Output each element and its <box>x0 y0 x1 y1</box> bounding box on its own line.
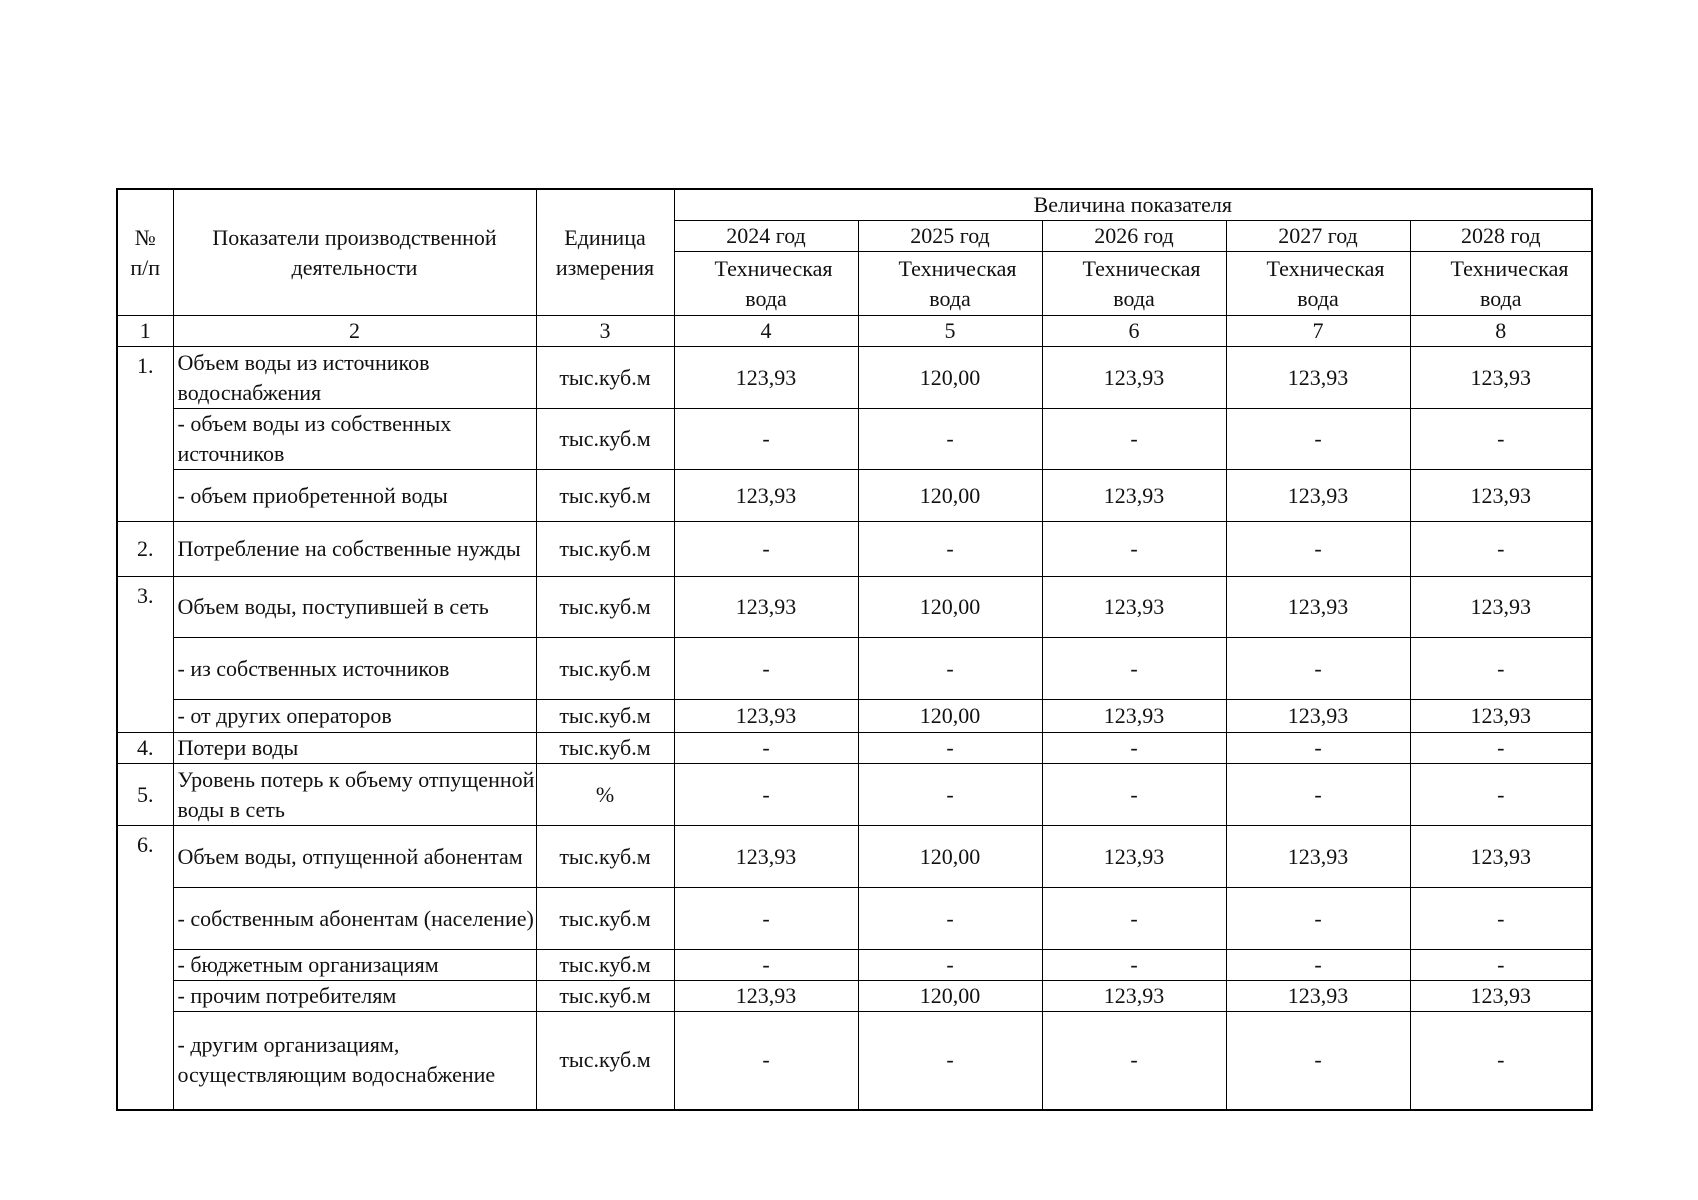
row-value: - <box>674 888 858 950</box>
row-unit: тыс.куб.м <box>536 522 674 577</box>
table-row <box>117 950 1592 981</box>
row-value: - <box>858 888 1042 950</box>
row-unit: тыс.куб.м <box>536 577 674 638</box>
column-number: 7 <box>1226 316 1410 347</box>
row-number: 3. <box>117 577 173 733</box>
row-unit: тыс.куб.м <box>536 888 674 950</box>
header-year: 2027 год <box>1226 221 1410 252</box>
row-value: - <box>1042 764 1226 826</box>
row-value: - <box>858 522 1042 577</box>
row-value: - <box>674 950 858 981</box>
row-number: 1. <box>117 347 173 522</box>
table-row <box>117 733 1592 764</box>
row-unit: тыс.куб.м <box>536 638 674 700</box>
row-value: 123,93 <box>1226 577 1410 638</box>
table-row <box>117 888 1592 950</box>
column-number: 2 <box>173 316 536 347</box>
row-value: 123,93 <box>1410 470 1592 522</box>
row-value: 123,93 <box>674 981 858 1012</box>
row-value: 123,93 <box>674 577 858 638</box>
row-number: 6. <box>117 826 173 1110</box>
column-number: 1 <box>117 316 173 347</box>
row-label: - бюджетным организациям <box>173 950 536 981</box>
row-unit: тыс.куб.м <box>536 347 674 409</box>
row-value: 123,93 <box>674 347 858 409</box>
table-row <box>117 409 1592 470</box>
header-year: 2024 год <box>674 221 858 252</box>
header-water-type: Техническая вода <box>1410 252 1592 316</box>
table-row <box>117 826 1592 888</box>
header-water-type: Техническая вода <box>858 252 1042 316</box>
row-value: - <box>858 1012 1042 1110</box>
row-value: 123,93 <box>1410 981 1592 1012</box>
row-value: - <box>858 638 1042 700</box>
row-value: - <box>1226 733 1410 764</box>
row-number: 2. <box>117 522 173 577</box>
table-row <box>117 577 1592 638</box>
row-unit: тыс.куб.м <box>536 950 674 981</box>
row-value: - <box>1226 522 1410 577</box>
row-value: - <box>674 1012 858 1110</box>
row-value: - <box>674 638 858 700</box>
row-label: - от других операторов <box>173 700 536 733</box>
row-value: - <box>674 764 858 826</box>
column-number: 6 <box>1042 316 1226 347</box>
production-indicators-table <box>116 188 1593 1111</box>
row-value: - <box>858 764 1042 826</box>
header-unit: Единица измерения <box>536 189 674 316</box>
row-value: 123,93 <box>1226 347 1410 409</box>
row-unit: тыс.куб.м <box>536 700 674 733</box>
row-value: 123,93 <box>674 470 858 522</box>
row-label: - объем приобретенной воды <box>173 470 536 522</box>
row-value: - <box>1042 1012 1226 1110</box>
row-value: 123,93 <box>1042 347 1226 409</box>
row-value: - <box>1042 950 1226 981</box>
row-value: 123,93 <box>1410 700 1592 733</box>
table-row <box>117 347 1592 409</box>
row-number: 5. <box>117 764 173 826</box>
row-value: 123,93 <box>1042 700 1226 733</box>
header-year: 2026 год <box>1042 221 1226 252</box>
table-row <box>117 1012 1592 1110</box>
row-value: - <box>1042 888 1226 950</box>
row-value: - <box>1226 409 1410 470</box>
row-value: - <box>1410 764 1592 826</box>
row-value: 120,00 <box>858 700 1042 733</box>
table-row <box>117 522 1592 577</box>
row-value: - <box>1226 764 1410 826</box>
row-label: Потребление на собственные нужды <box>173 522 536 577</box>
row-value: - <box>1410 522 1592 577</box>
row-value: - <box>1226 950 1410 981</box>
row-value: - <box>1042 733 1226 764</box>
row-value: - <box>1226 1012 1410 1110</box>
row-value: 123,93 <box>1410 826 1592 888</box>
row-value: - <box>674 522 858 577</box>
header-value-group: Величина показателя <box>674 189 1592 221</box>
column-number: 5 <box>858 316 1042 347</box>
row-value: - <box>674 733 858 764</box>
header-year: 2028 год <box>1410 221 1592 252</box>
row-value: - <box>1042 638 1226 700</box>
row-label: - собственным абонентам (население) <box>173 888 536 950</box>
row-value: - <box>674 409 858 470</box>
table-row <box>117 700 1592 733</box>
header-water-type: Техническая вода <box>1226 252 1410 316</box>
table-row <box>117 764 1592 826</box>
row-value: - <box>1410 638 1592 700</box>
row-value: 120,00 <box>858 347 1042 409</box>
row-label: - из собственных источников <box>173 638 536 700</box>
row-value: - <box>1226 888 1410 950</box>
row-label: - прочим потребителям <box>173 981 536 1012</box>
header-num: № п/п <box>117 189 173 316</box>
row-value: 123,93 <box>674 700 858 733</box>
column-number: 4 <box>674 316 858 347</box>
row-value: - <box>1410 1012 1592 1110</box>
row-value: 123,93 <box>1042 826 1226 888</box>
row-value: 123,93 <box>1226 826 1410 888</box>
table-row <box>117 981 1592 1012</box>
row-label: Уровень потерь к объему отпущенной воды в сеть <box>173 764 536 826</box>
row-value: 123,93 <box>1042 981 1226 1012</box>
row-unit: % <box>536 764 674 826</box>
row-value: - <box>1042 409 1226 470</box>
row-unit: тыс.куб.м <box>536 733 674 764</box>
row-value: - <box>1410 733 1592 764</box>
row-label: Объем воды, отпущенной абонентам <box>173 826 536 888</box>
row-value: 123,93 <box>674 826 858 888</box>
row-value: - <box>1226 638 1410 700</box>
row-unit: тыс.куб.м <box>536 470 674 522</box>
row-value: 123,93 <box>1226 700 1410 733</box>
row-unit: тыс.куб.м <box>536 1012 674 1110</box>
row-value: 120,00 <box>858 981 1042 1012</box>
row-unit: тыс.куб.м <box>536 826 674 888</box>
header-water-type: Техническая вода <box>1042 252 1226 316</box>
row-value: 120,00 <box>858 470 1042 522</box>
row-value: - <box>858 409 1042 470</box>
header-water-type: Техническая вода <box>674 252 858 316</box>
row-value: 123,93 <box>1042 470 1226 522</box>
row-label: - объем воды из собственных источников <box>173 409 536 470</box>
row-label: Объем воды, поступившей в сеть <box>173 577 536 638</box>
row-value: 120,00 <box>858 826 1042 888</box>
column-number: 3 <box>536 316 674 347</box>
row-unit: тыс.куб.м <box>536 981 674 1012</box>
row-label: Потери воды <box>173 733 536 764</box>
row-label: Объем воды из источников водоснабжения <box>173 347 536 409</box>
row-value: - <box>1410 409 1592 470</box>
row-value: 123,93 <box>1042 577 1226 638</box>
row-value: - <box>1410 888 1592 950</box>
row-value: - <box>1410 950 1592 981</box>
row-value: 120,00 <box>858 577 1042 638</box>
table-row <box>117 470 1592 522</box>
row-value: - <box>1042 522 1226 577</box>
row-value: 123,93 <box>1226 470 1410 522</box>
row-value: 123,93 <box>1226 981 1410 1012</box>
row-value: - <box>858 950 1042 981</box>
row-value: - <box>858 733 1042 764</box>
header-indicator: Показатели производственной деятельности <box>173 189 536 316</box>
row-value: 123,93 <box>1410 577 1592 638</box>
row-unit: тыс.куб.м <box>536 409 674 470</box>
row-value: 123,93 <box>1410 347 1592 409</box>
header-year: 2025 год <box>858 221 1042 252</box>
table-row <box>117 638 1592 700</box>
row-label: - другим организациям, осуществляющим водоснабжение <box>173 1012 536 1110</box>
row-number: 4. <box>117 733 173 764</box>
column-number: 8 <box>1410 316 1592 347</box>
